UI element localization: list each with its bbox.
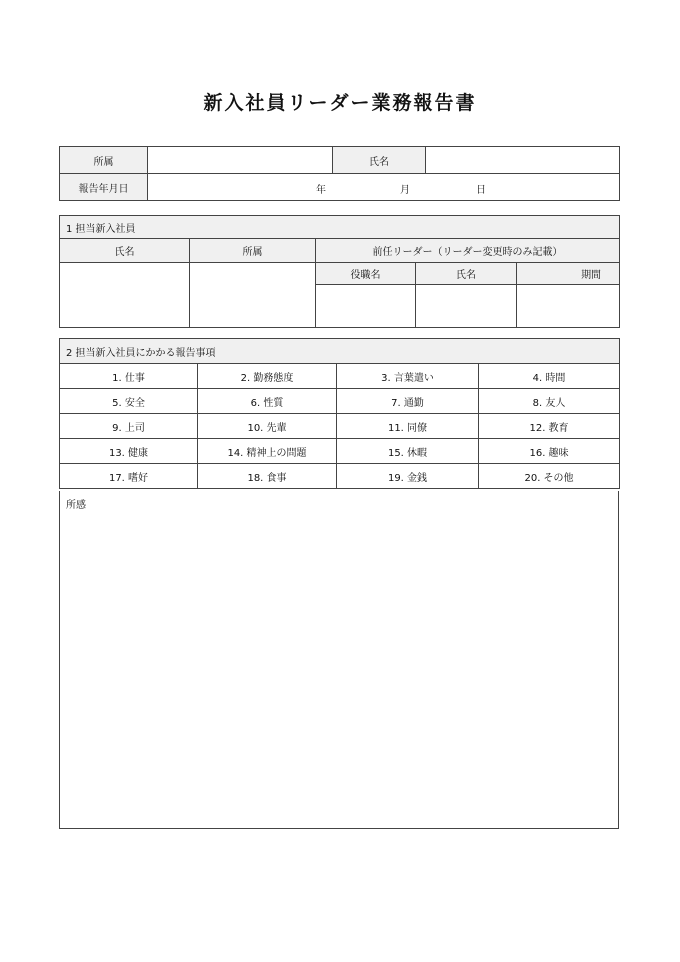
notes-field[interactable] xyxy=(59,491,619,829)
report-item[interactable]: 14. 精神上の問題 xyxy=(198,439,337,464)
report-item[interactable]: 20. その他 xyxy=(479,464,620,489)
section1-heading: 1 担当新入社員 xyxy=(60,216,620,239)
prev-leader-position-field[interactable] xyxy=(316,285,416,328)
col-name-header: 氏名 xyxy=(60,239,190,263)
report-item[interactable]: 12. 教育 xyxy=(479,414,620,439)
report-item[interactable]: 8. 友人 xyxy=(479,389,620,414)
name-field[interactable] xyxy=(426,147,620,174)
report-item[interactable]: 5. 安全 xyxy=(60,389,198,414)
section2-table xyxy=(59,338,620,489)
name-label: 氏名 xyxy=(333,147,426,174)
section1-table xyxy=(59,215,620,328)
report-item[interactable]: 11. 同僚 xyxy=(337,414,479,439)
report-item[interactable]: 6. 性質 xyxy=(198,389,337,414)
report-item[interactable]: 16. 趣味 xyxy=(479,439,620,464)
sub-name-header: 氏名 xyxy=(416,263,517,285)
prev-leader-name-field[interactable] xyxy=(416,285,517,328)
report-item[interactable]: 1. 仕事 xyxy=(60,364,198,389)
report-item[interactable]: 2. 勤務態度 xyxy=(198,364,337,389)
report-item[interactable]: 19. 金銭 xyxy=(337,464,479,489)
prev-leader-period-field[interactable] xyxy=(517,285,620,328)
report-item[interactable]: 4. 時間 xyxy=(479,364,620,389)
header-table xyxy=(59,146,620,201)
report-item[interactable]: 10. 先輩 xyxy=(198,414,337,439)
affiliation-label: 所属 xyxy=(60,147,148,174)
month-label: 月 xyxy=(400,185,410,196)
new-employee-affiliation-field[interactable] xyxy=(190,263,316,328)
report-item[interactable]: 18. 食事 xyxy=(198,464,337,489)
report-item[interactable]: 3. 言葉遣い xyxy=(337,364,479,389)
report-item[interactable]: 17. 嗜好 xyxy=(60,464,198,489)
new-employee-name-field[interactable] xyxy=(60,263,190,328)
col-prev-leader-header: 前任リーダー（リーダー変更時のみ記載） xyxy=(316,239,620,263)
report-item[interactable]: 13. 健康 xyxy=(60,439,198,464)
report-item[interactable]: 15. 休暇 xyxy=(337,439,479,464)
report-date-field[interactable] xyxy=(148,174,620,201)
section2-heading: 2 担当新入社員にかかる報告事項 xyxy=(60,339,620,364)
report-item[interactable]: 9. 上司 xyxy=(60,414,198,439)
day-label: 日 xyxy=(476,185,486,196)
report-item[interactable]: 7. 通勤 xyxy=(337,389,479,414)
notes-label: 所感 xyxy=(66,500,86,511)
affiliation-field[interactable] xyxy=(148,147,333,174)
col-affiliation-header: 所属 xyxy=(190,239,316,263)
report-date-label: 報告年月日 xyxy=(60,174,148,201)
year-label: 年 xyxy=(316,185,326,196)
sub-position-header: 役職名 xyxy=(316,263,416,285)
page-title: 新入社員リーダー業務報告書 xyxy=(203,92,477,114)
sub-period-header: 期間 xyxy=(517,263,620,285)
